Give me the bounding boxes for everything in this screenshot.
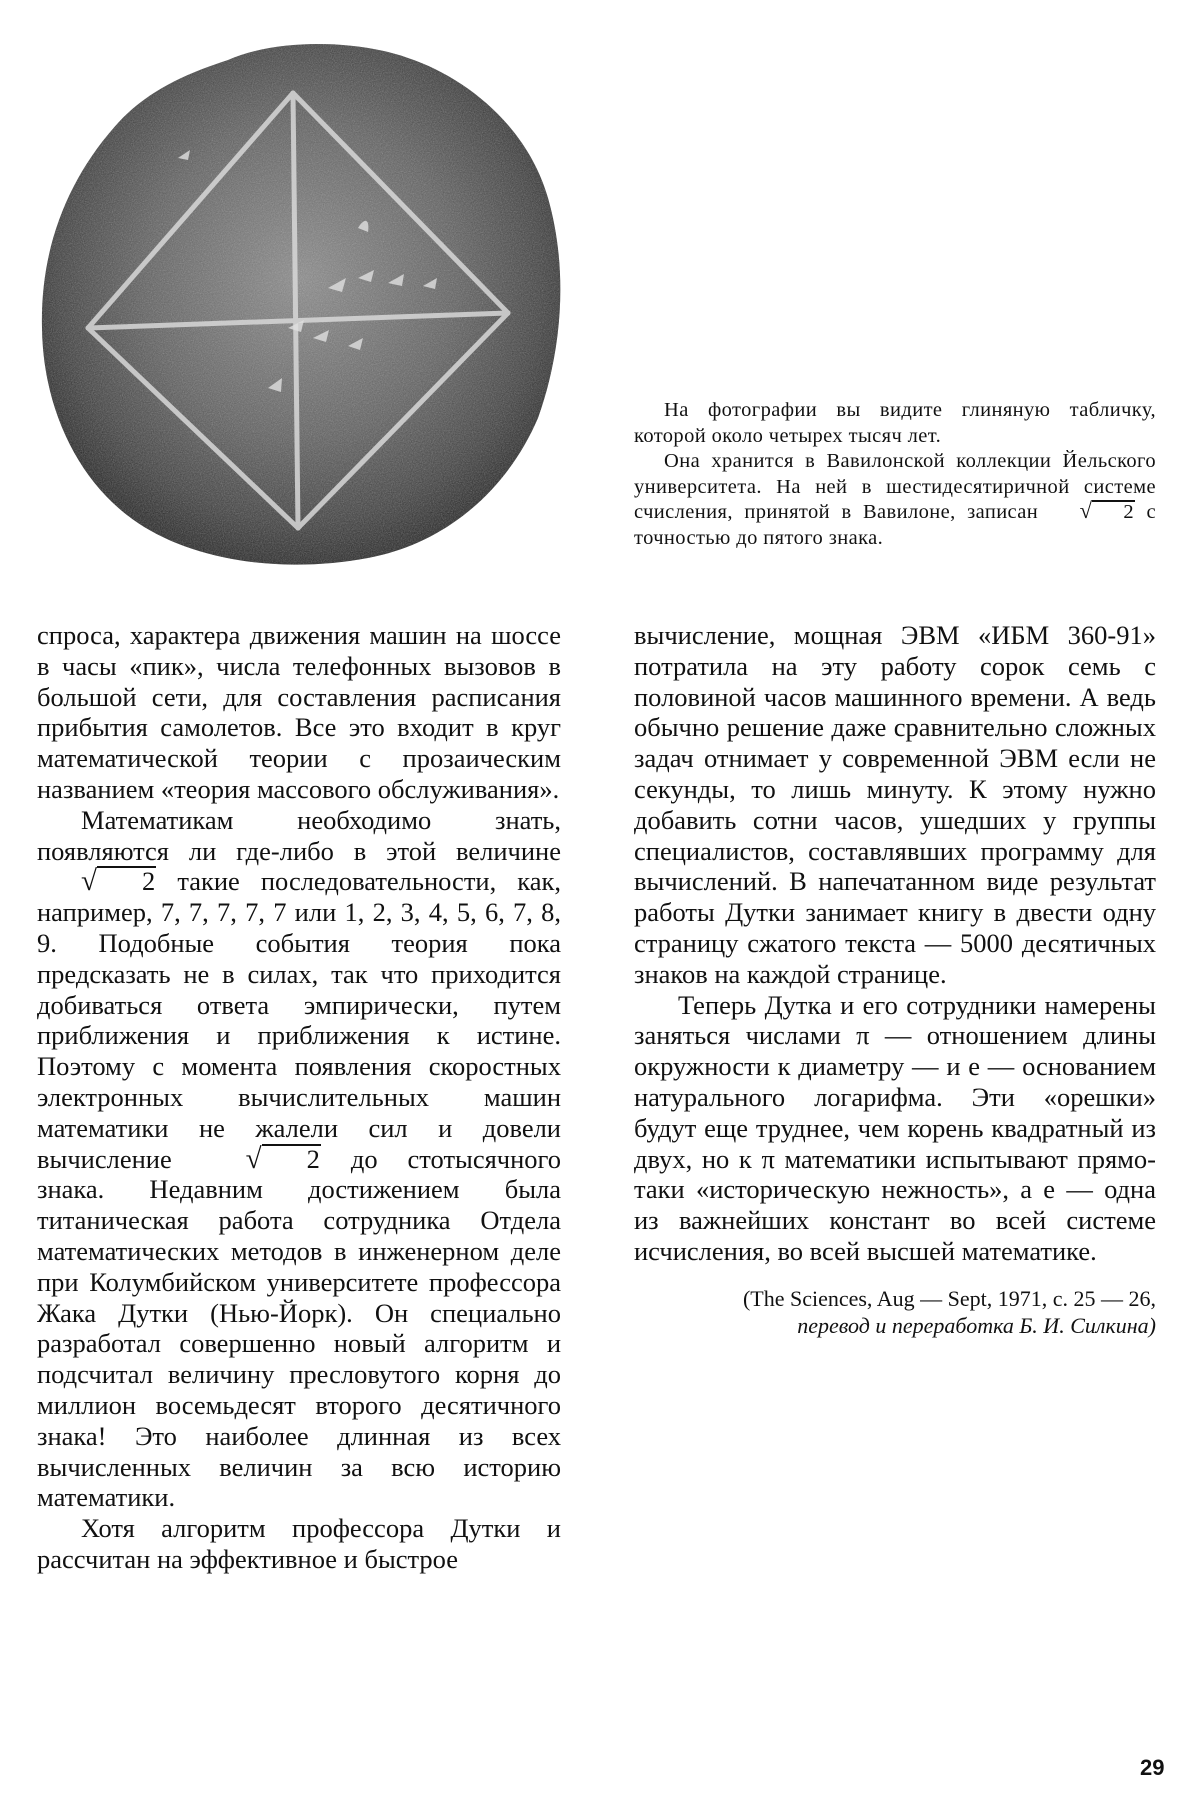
page-number: 29 <box>1140 1755 1165 1780</box>
clay-tablet-photo <box>28 28 573 576</box>
left-p2-part-c: до стотысячного знака. Недавним достижением была титаническая работа сотрудника Отдела математических методов в инженерном деле при Колумбийском университете профессора Жака Дутки (Нью-Йорк). Он специально разработал совершенно новый алгоритм и подсчитал величину пресловутого корня до миллион восемьдесят второго десятичного знака! Это наиболее длинная из всех вычисленных величин за всю историю математики. <box>37 1143 561 1513</box>
sqrt-symbol: √ 2 <box>1079 498 1135 523</box>
left-p2-part-a: Математикам необходимо знать, появляются ли где-либо в этой величине <box>37 804 561 866</box>
left-column <box>37 620 561 1575</box>
right-paragraph-2: Теперь Дутка и его сотрудники намерены заняться числами π — отношением длины окружности к диаметру — и e — основанием натурального логарифма. Эти «орешки» будут еще труднее, чем корень квадратный из двух, но к π математики испытывают прямо-таки «историческую нежность», а e — одна из важнейших констант во всей системе исчисления, во всей высшей математике. <box>634 989 1156 1266</box>
sqrt-symbol: √ 2 <box>245 1142 320 1175</box>
source-line-1: (The Sciences, Aug — Sept, 1971, с. 25 — 26, <box>742 1285 1156 1311</box>
caption-text-after-sqrt: с точностью до пятого знака. <box>634 501 1156 549</box>
left-paragraph-1: спроса, характера движения машин на шоссе в часы «пик», числа телефонных вызовов в большой сети, для составления расписания прибытия самолетов. Все это входит в круг математической теории с прозаическим названием «теория массового обслуживания». <box>37 620 561 804</box>
sqrt-radicand: 2 <box>262 1144 321 1173</box>
sqrt-radicand: 2 <box>1092 500 1135 523</box>
sqrt-radicand: 2 <box>97 866 156 895</box>
right-column <box>634 620 1156 1339</box>
caption-line-2 <box>634 449 1156 551</box>
figure-caption <box>634 398 1156 551</box>
left-paragraph-2 <box>37 805 561 1513</box>
sqrt-symbol: √ 2 <box>81 865 156 898</box>
caption-line-1: На фотографии вы видите глиняную табличку, которой около четырех тысяч лет. <box>634 399 1156 447</box>
right-paragraph-1: вычисление, мощная ЭВМ «ИБМ 360-91» потратила на эту работу сорок семь с половиной часов машинного времени. А ведь обычно решение даже сравнительно сложных задач отнимает у современной ЭВМ если не секунды, то лишь минуту. К этому нужно добавить сотни часов, ушедших у группы специалистов, составлявших программу для вычислений. В напечатанном виде результат работы Дутки занимает книгу в двести одну страницу сжатого текста — 5000 десятичных знаков на каждой странице. <box>634 620 1156 989</box>
left-p2-part-b: такие последовательности, как, например, 7, 7, 7, 7, 7 или 1, 2, 3, 4, 5, 6, 7, 8, 9. Подобные события теория пока предсказать не в силах, так что приходится добиваться ответа эмпирически, путем приближения и приближения к истине. Поэтому с момента появления скоростных электронных вычислительных машин математики не жалели сил и довели вычисление <box>37 866 562 1174</box>
source-citation <box>634 1285 1156 1339</box>
caption-text-before-sqrt: Она хранится в Вавилонской коллекции Йельского университета. На ней в шестидесятиричной системе счисления, принятой в Вавилоне, записан <box>634 450 1156 523</box>
left-paragraph-3: Хотя алгоритм профессора Дутки и рассчитан на эффективное и быстрое <box>37 1513 561 1574</box>
source-line-2: перевод и переработка Б. И. Силкина) <box>797 1312 1156 1338</box>
